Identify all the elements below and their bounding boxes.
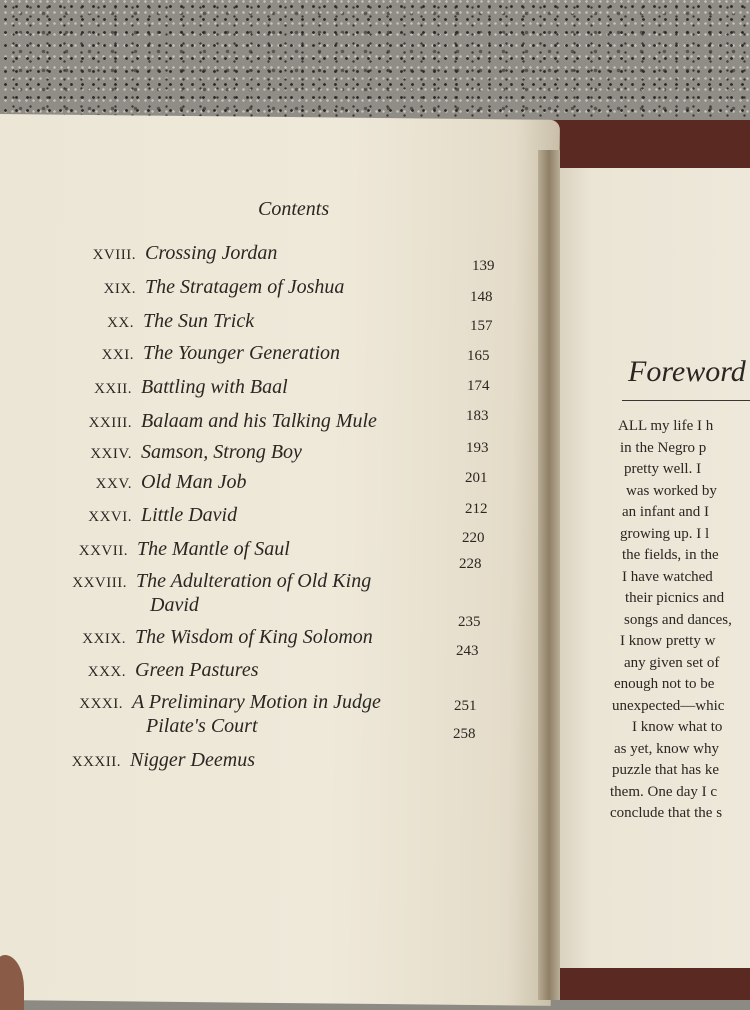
page-number: 251: [454, 698, 477, 714]
foreword-line: as yet, know why: [614, 740, 719, 757]
book-gutter: [538, 150, 560, 1000]
chapter-numeral: XXX.: [87, 664, 126, 680]
chapter-numeral: XXII.: [94, 381, 132, 397]
chapter-numeral: XXV.: [95, 476, 132, 492]
chapter-title: The Mantle of Saul: [137, 538, 290, 560]
chapter-numeral: XXVIII.: [72, 575, 127, 591]
foreword-line: was worked by: [626, 482, 717, 499]
page-number: 148: [470, 289, 493, 305]
chapter-title-continued: Pilate's Court: [146, 715, 258, 737]
chapter-numeral: XIX.: [103, 281, 136, 297]
chapter-title: The Stratagem of Joshua: [145, 276, 345, 298]
foreword-heading: Foreword: [628, 355, 746, 388]
foreword-line: songs and dances,: [624, 611, 732, 628]
chapter-numeral: XXIV.: [90, 446, 132, 462]
page-number: 201: [465, 470, 488, 486]
chapter-numeral: XXIII.: [88, 415, 132, 431]
foreword-line: their picnics and: [625, 590, 725, 606]
chapter-title: Old Man Job: [141, 471, 247, 493]
page-number: 258: [453, 726, 476, 742]
foreword-line: enough not to be: [614, 676, 715, 692]
page-number: 157: [470, 318, 493, 334]
foreword-line: I know what to: [632, 719, 723, 735]
chapter-numeral: XXI.: [101, 347, 134, 363]
chapter-title: The Adulteration of Old King: [136, 570, 372, 592]
foreword-line: puzzle that has ke: [612, 762, 720, 778]
chapter-title: Samson, Strong Boy: [141, 441, 302, 463]
foreword-line: any given set of: [624, 654, 720, 671]
chapter-title: The Younger Generation: [143, 342, 341, 364]
page-number: 243: [456, 643, 479, 659]
chapter-title: Little David: [141, 504, 238, 526]
chapter-title-continued: David: [150, 594, 199, 616]
chapter-title: Balaam and his Talking Mule: [141, 410, 377, 432]
chapter-numeral: XXXI.: [79, 696, 123, 712]
chapter-numeral: XXXII.: [71, 754, 121, 770]
page-number: 220: [462, 530, 485, 546]
foreword-line: in the Negro p: [620, 439, 707, 456]
foreword-rule: [622, 400, 750, 401]
chapter-numeral: XXVI.: [88, 509, 132, 525]
page-number: 193: [466, 440, 489, 456]
page-number: 165: [467, 348, 490, 364]
chapter-title: The Sun Trick: [143, 310, 255, 332]
page-number: 174: [467, 378, 490, 394]
page-number: 212: [465, 501, 488, 517]
chapter-title: Battling with Baal: [141, 376, 288, 398]
foreword-line: I know pretty w: [620, 633, 716, 649]
page-number: 183: [466, 408, 489, 424]
page-number: 228: [459, 556, 482, 572]
foreword-line: them. One day I c: [610, 783, 718, 800]
foreword-line: an infant and I: [622, 504, 710, 520]
contents-heading: Contents: [258, 198, 330, 220]
foreword-line: pretty well. I: [624, 461, 702, 477]
page-number: 235: [458, 614, 481, 630]
chapter-title: Nigger Deemus: [130, 749, 255, 771]
chapter-numeral: XX.: [107, 315, 134, 331]
chapter-title: Green Pastures: [135, 659, 259, 681]
chapter-numeral: XXVII.: [78, 543, 128, 559]
chapter-title: Crossing Jordan: [145, 242, 278, 264]
chapter-numeral: XVIII.: [92, 247, 136, 263]
chapter-title: A Preliminary Motion in Judge: [132, 691, 381, 713]
foreword-line: growing up. I l: [620, 525, 710, 542]
foreword-line: the fields, in the: [622, 547, 719, 563]
chapter-numeral: XXIX.: [82, 631, 126, 647]
page-number: 139: [472, 258, 495, 274]
foreword-line: I have watched: [622, 568, 713, 585]
foreword-line: conclude that the s: [610, 805, 723, 821]
chapter-title: The Wisdom of King Solomon: [135, 626, 373, 648]
foreword-line: ALL my life I h: [618, 418, 714, 434]
foreword-line: unexpected—whic: [612, 697, 725, 714]
